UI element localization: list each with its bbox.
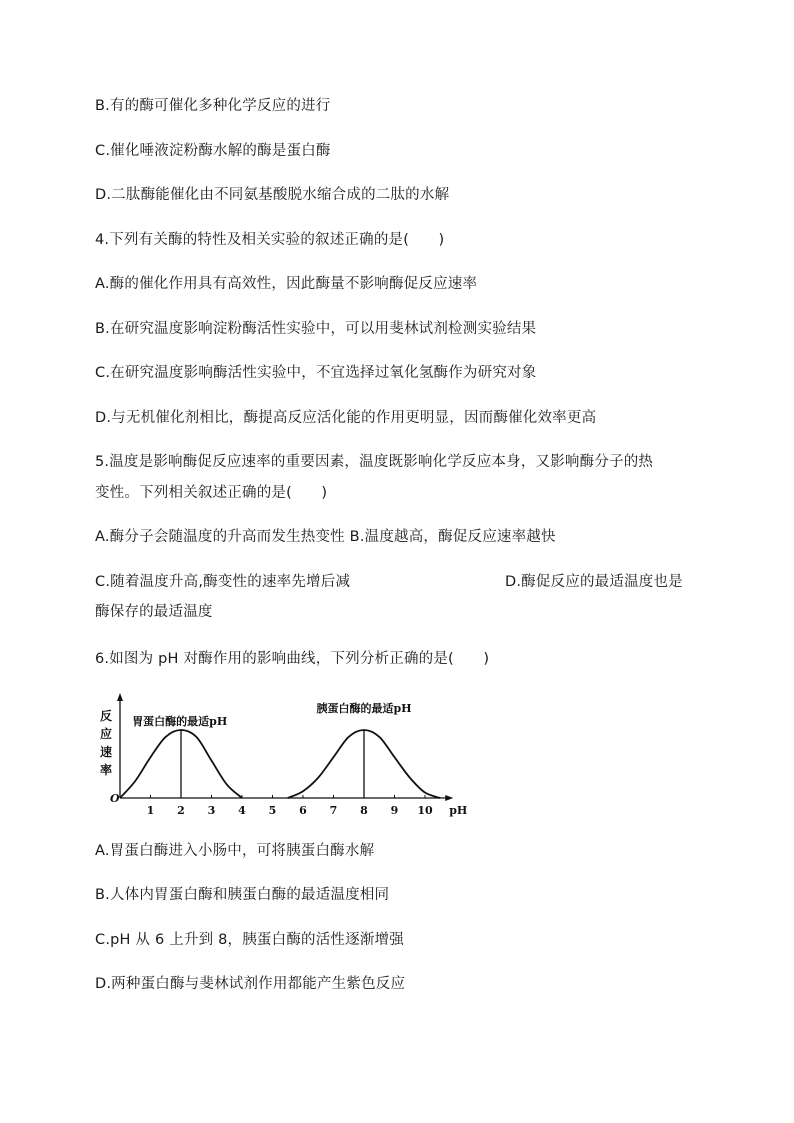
ph-enzyme-chart [100, 693, 470, 823]
x-tick-label: 8 [360, 804, 368, 817]
x-tick-label: 1 [146, 804, 155, 817]
option-4b: B.在研究温度影响淀粉酶活性实验中，可以用斐林试剂检测实验结果 [95, 321, 537, 337]
option-6c: C.pH 从 6 上升到 8，胰蛋白酶的活性逐渐增强 [95, 932, 404, 948]
pepsin-label: 胃蛋白酶的最适pH [132, 715, 228, 728]
option-5c: C.随着温度升高,酶变性的速率先增后减 [95, 574, 351, 590]
x-tick-label: 9 [390, 804, 399, 817]
x-axis-arrow [445, 795, 453, 801]
x-tick-label: 7 [329, 804, 338, 817]
x-tick-label: 4 [238, 804, 246, 817]
question-4: 4.下列有关酶的特性及相关实验的叙述正确的是( ) [95, 232, 445, 248]
y-axis-label-char: 应 [100, 727, 113, 741]
question-5-line1: 5.温度是影响酶促反应速率的重要因素，温度既影响化学反应本身，又影响酶分子的热 [95, 454, 654, 470]
x-tick-label: 2 [177, 804, 185, 817]
y-axis-label-char: 速 [100, 745, 113, 759]
y-axis-label-char: 反 [100, 709, 113, 723]
x-tick-label: 6 [299, 804, 307, 817]
question-6: 6.如图为 pH 对酶作用的影响曲线，下列分析正确的是( ) [95, 651, 490, 667]
option-1b: B.有的酶可催化多种化学反应的进行 [95, 98, 331, 114]
x-tick-label: 10 [417, 804, 433, 817]
option-1c: C.催化唾液淀粉酶水解的酶是蛋白酶 [95, 143, 331, 159]
x-tick-label: 5 [268, 804, 277, 817]
option-5ab: A.酶分子会随温度的升高而发生热变性 B.温度越高，酶促反应速率越快 [95, 529, 556, 545]
option-4d: D.与无机催化剂相比，酶提高反应活化能的作用更明显，因而酶催化效率更高 [95, 410, 597, 426]
option-5d-line2: 酶保存的最适温度 [95, 604, 213, 620]
option-4c: C.在研究温度影响酶活性实验中，不宜选择过氧化氢酶作为研究对象 [95, 365, 537, 381]
option-4a: A.酶的催化作用具有高效性，因此酶量不影响酶促反应速率 [95, 276, 478, 292]
option-1d: D.二肽酶能催化由不同氨基酸脱水缩合成的二肽的水解 [95, 187, 450, 203]
option-6d: D.两种蛋白酶与斐林试剂作用都能产生紫色反应 [95, 976, 406, 992]
y-axis-label-char: 率 [100, 763, 113, 777]
option-5d-line1: D.酶促反应的最适温度也是 [505, 574, 683, 590]
option-6a: A.胃蛋白酶进入小肠中，可将胰蛋白酶水解 [95, 843, 375, 859]
trypsin-label: 胰蛋白酶的最适pH [316, 702, 412, 715]
x-tick-label: 3 [207, 804, 216, 817]
x-axis-label: pH [449, 804, 468, 817]
option-6b: B.人体内胃蛋白酶和胰蛋白酶的最适温度相同 [95, 887, 390, 903]
y-axis-arrow [117, 693, 123, 701]
question-5-line2: 变性。下列相关叙述正确的是( ) [95, 485, 328, 501]
origin-label: O [110, 792, 120, 805]
